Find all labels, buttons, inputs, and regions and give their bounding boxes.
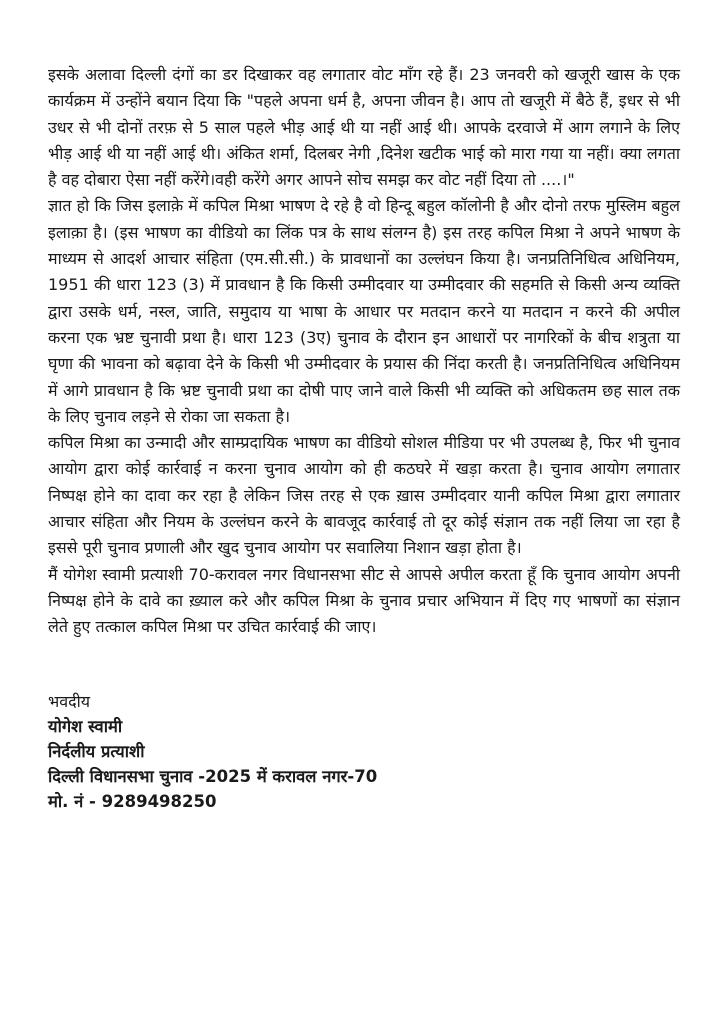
signer-phone: मो. नं - 9289498250 <box>48 791 217 811</box>
signer-election: दिल्ली विधानसभा चुनाव -2025 में करावल नगर-70 <box>48 766 378 786</box>
letter-body <box>48 62 680 814</box>
signer-name: योगेश स्वामी <box>48 716 123 736</box>
signature-block <box>48 689 680 814</box>
paragraph-election-commission: कपिल मिश्रा का उन्मादी और साम्प्रदायिक भाषण का वीडियो सोशल मीडिया पर भी उपलब्ध है, फिर भी चुनाव आयोग द्वारा कोई कार्रवाई न करना चुनाव आयोग को ही कठघरे में खड़ा करता है। चुनाव आयोग लगातार निष्पक्ष होने का दावा कर रहा है लेकिन जिस तरह से एक ख़ास उम्मीदवार यानी कपिल मिश्रा द्वारा लगातार आचार संहिता और नियम के उल्लंघन करने के बावजूद कार्रवाई तो दूर कोई संज्ञान तक नहीं लिया जा रहा है इससे पूरी चुनाव प्रणाली और खुद चुनाव आयोग पर सवालिया निशान खड़ा होता है। <box>48 433 680 558</box>
paragraph-appeal: मैं योगेश स्वामी प्रत्याशी 70-करावल नगर विधानसभा सीट से आपसे अपील करता हूँ कि चुनाव आयोग अपनी निष्पक्ष होने के दावे का ख़्याल करे और कपिल मिश्रा के चुनाव प्रचार अभियान में दिए गए भाषणों का संज्ञान लेते हुए तत्काल कपिल मिश्रा पर उचित कार्रवाई की जाए। <box>48 564 680 637</box>
paragraph-speech-quote: इसके अलावा दिल्ली दंगों का डर दिखाकर वह लगातार वोट माँग रहे हैं। 23 जनवरी को खजूरी खास के एक कार्यक्रम में उन्होंने बयान दिया कि "पहले अपना धर्म है, अपना जीवन है। आप तो खजूरी में बैठे हैं, इधर से भी उधर से भी दोनों तरफ़ से 5 साल पहले भीड़ आई थी या नहीं आई थी। आपके दरवाजे में आग लगाने के लिए भीड़ आई थी या नहीं आई थी। अंकित शर्मा, दिलबर नेगी ,दिनेश खटीक भाई को मारा गया या नहीं। क्या लगता है वह दोबारा ऐसा नहीं करेंगे।वही करेंगे अगर आपने सोच समझ कर वोट नहीं दिया तो ....।" <box>48 65 680 190</box>
paragraph-legal-provisions: ज्ञात हो कि जिस इलाक़े में कपिल मिश्रा भाषण दे रहे है वो हिन्दू बहुल कॉलोनी है और दोनो तरफ मुस्लिम बहुल इलाक़ा है। (इस भाषण का वीडियो का लिंक पत्र के साथ संलग्न है) इस तरह कपिल मिश्रा ने अपने भाषण के माध्यम से आदर्श आचार संहिता (एम.सी.सी.) के प्रावधानों का उल्लंघन किया है। जनप्रतिनिधित्व अधिनियम, 1951 की धारा 123 (3) में प्रावधान है कि किसी उम्मीदवार या उम्मीदवार की सहमति से किसी अन्य व्यक्ति द्वारा उसके धर्म, नस्ल, जाति, समुदाय या भाषा के आधार पर मतदान करने या मतदान न करने की अपील करना एक भ्रष्ट चुनावी प्रथा है। धारा 123 (3ए) चुनाव के दौरान इन आधारों पर नागरिकों के बीच शत्रुता या घृणा की भावना को बढ़ावा देने के किसी भी उम्मीदवार के प्रयास की निंदा करती है। जनप्रतिनिधित्व अधिनियम में आगे प्रावधान है कि भ्रष्ट चुनावी प्रथा का दोषी पाए जाने वाले किसी भी व्यक्ति को अधिकतम छह साल तक के लिए चुनाव लड़ने से रोका जा सकता है। <box>48 196 680 426</box>
signer-designation: निर्दलीय प्रत्याशी <box>48 741 145 761</box>
closing-text: भवदीय <box>48 691 91 711</box>
